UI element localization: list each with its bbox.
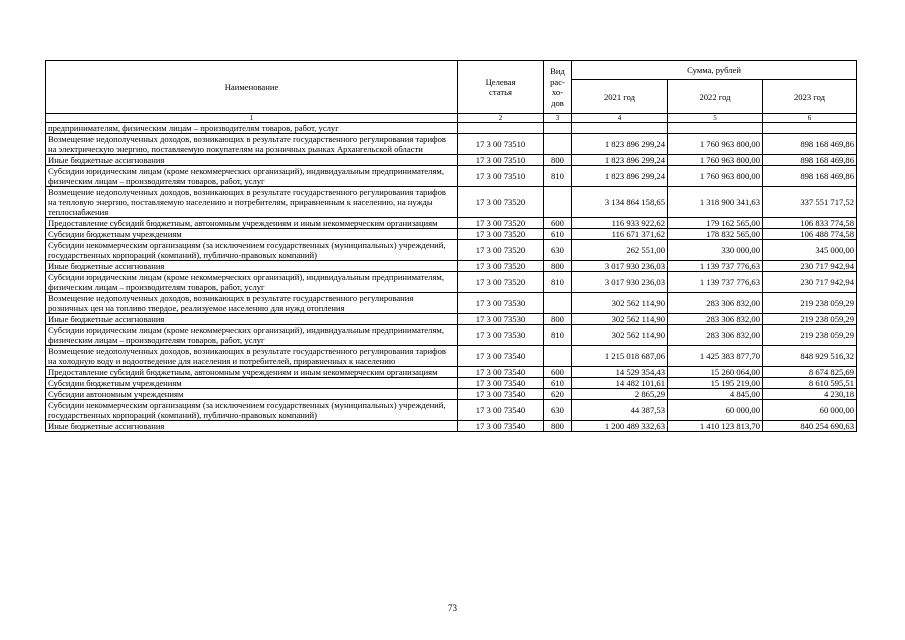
row-expense-kind-cell: 610 bbox=[544, 378, 572, 389]
index-cell: 4 bbox=[572, 114, 668, 123]
row-sum-2022-cell: 1 760 963 800,00 bbox=[668, 155, 763, 166]
row-name-cell: Предоставление субсидий бюджетным, автономным учреждениям и иным некоммерческим организациям bbox=[46, 218, 458, 229]
row-expense-kind-cell bbox=[544, 346, 572, 367]
row-sum-2021-cell: 262 551,00 bbox=[572, 240, 668, 261]
row-sum-2023-cell bbox=[763, 123, 857, 134]
row-sum-2023-cell: 4 230,18 bbox=[763, 389, 857, 400]
row-sum-2021-cell: 302 562 114,90 bbox=[572, 293, 668, 314]
row-sum-2022-cell: 1 139 737 776,63 bbox=[668, 272, 763, 293]
row-sum-2023-cell: 106 488 774,58 bbox=[763, 229, 857, 240]
row-target-article-cell: 17 3 00 73520 bbox=[458, 187, 544, 218]
row-expense-kind-cell: 800 bbox=[544, 155, 572, 166]
row-sum-2022-cell: 178 832 565,00 bbox=[668, 229, 763, 240]
table-row bbox=[46, 314, 857, 325]
row-name-cell: Иные бюджетные ассигнования bbox=[46, 261, 458, 272]
row-sum-2021-cell bbox=[572, 123, 668, 134]
row-name-cell: Субсидии бюджетным учреждениям bbox=[46, 378, 458, 389]
table-row bbox=[46, 389, 857, 400]
row-sum-2023-cell: 337 551 717,52 bbox=[763, 187, 857, 218]
row-sum-2021-cell: 1 823 896 299,24 bbox=[572, 166, 668, 187]
row-expense-kind-cell: 600 bbox=[544, 218, 572, 229]
row-sum-2021-cell: 1 823 896 299,24 bbox=[572, 155, 668, 166]
table-row bbox=[46, 272, 857, 293]
row-sum-2021-cell: 116 933 922,62 bbox=[572, 218, 668, 229]
header-target-article: Целевая статья bbox=[458, 61, 544, 114]
row-target-article-cell: 17 3 00 73540 bbox=[458, 378, 544, 389]
row-target-article-cell bbox=[458, 123, 544, 134]
row-sum-2022-cell bbox=[668, 123, 763, 134]
row-target-article-cell: 17 3 00 73520 bbox=[458, 272, 544, 293]
table-body bbox=[46, 123, 857, 432]
row-sum-2022-cell: 283 306 832,00 bbox=[668, 314, 763, 325]
row-sum-2023-cell: 8 610 595,51 bbox=[763, 378, 857, 389]
index-cell: 2 bbox=[458, 114, 544, 123]
table-row bbox=[46, 261, 857, 272]
row-sum-2022-cell: 60 000,00 bbox=[668, 400, 763, 421]
table-row bbox=[46, 325, 857, 346]
budget-table bbox=[45, 60, 857, 432]
row-sum-2023-cell: 60 000,00 bbox=[763, 400, 857, 421]
row-sum-2021-cell: 1 215 018 687,06 bbox=[572, 346, 668, 367]
header-expense-kind: Вид рас- хо- дов bbox=[544, 61, 572, 114]
table-row bbox=[46, 166, 857, 187]
table-row bbox=[46, 240, 857, 261]
row-sum-2021-cell: 14 529 354,43 bbox=[572, 367, 668, 378]
row-sum-2022-cell: 1 139 737 776,63 bbox=[668, 261, 763, 272]
row-sum-2022-cell: 1 425 383 877,70 bbox=[668, 346, 763, 367]
table-row bbox=[46, 400, 857, 421]
row-target-article-cell: 17 3 00 73530 bbox=[458, 325, 544, 346]
row-target-article-cell: 17 3 00 73540 bbox=[458, 367, 544, 378]
header-year-2023: 2023 год bbox=[763, 80, 857, 114]
row-sum-2022-cell: 15 260 064,00 bbox=[668, 367, 763, 378]
row-sum-2023-cell: 219 238 059,29 bbox=[763, 325, 857, 346]
row-sum-2023-cell: 898 168 469,86 bbox=[763, 166, 857, 187]
row-target-article-cell: 17 3 00 73530 bbox=[458, 293, 544, 314]
row-sum-2023-cell: 898 168 469,86 bbox=[763, 134, 857, 155]
row-expense-kind-cell bbox=[544, 123, 572, 134]
row-expense-kind-cell bbox=[544, 293, 572, 314]
table-row bbox=[46, 229, 857, 240]
row-expense-kind-cell: 810 bbox=[544, 325, 572, 346]
row-name-cell: предпринимателям, физическим лицам – производителям товаров, работ, услуг bbox=[46, 123, 458, 134]
table-row bbox=[46, 378, 857, 389]
row-sum-2023-cell: 219 238 059,29 bbox=[763, 314, 857, 325]
row-sum-2021-cell: 302 562 114,90 bbox=[572, 325, 668, 346]
row-expense-kind-cell: 600 bbox=[544, 367, 572, 378]
row-target-article-cell: 17 3 00 73530 bbox=[458, 314, 544, 325]
table-row bbox=[46, 346, 857, 367]
row-sum-2021-cell: 3 017 930 236,03 bbox=[572, 261, 668, 272]
row-target-article-cell: 17 3 00 73510 bbox=[458, 134, 544, 155]
row-sum-2023-cell: 106 833 774,58 bbox=[763, 218, 857, 229]
column-index-row bbox=[46, 114, 857, 123]
row-expense-kind-cell: 810 bbox=[544, 272, 572, 293]
index-cell: 6 bbox=[763, 114, 857, 123]
row-sum-2022-cell: 330 000,00 bbox=[668, 240, 763, 261]
row-sum-2021-cell: 3 017 930 236,03 bbox=[572, 272, 668, 293]
header-sum: Сумма, рублей bbox=[572, 61, 857, 80]
table-row bbox=[46, 155, 857, 166]
row-sum-2023-cell: 8 674 825,69 bbox=[763, 367, 857, 378]
row-sum-2021-cell: 3 134 864 158,65 bbox=[572, 187, 668, 218]
row-sum-2022-cell: 283 306 832,00 bbox=[668, 293, 763, 314]
row-name-cell: Субсидии юридическим лицам (кроме некоммерческих организаций), индивидуальным предпринимателям, физическим лицам – производителям товаров, работ, услуг bbox=[46, 272, 458, 293]
table-row bbox=[46, 421, 857, 432]
budget-table-sheet bbox=[45, 60, 856, 432]
row-sum-2021-cell: 302 562 114,90 bbox=[572, 314, 668, 325]
header-name: Наименование bbox=[46, 61, 458, 114]
row-sum-2022-cell: 1 318 900 341,63 bbox=[668, 187, 763, 218]
row-target-article-cell: 17 3 00 73540 bbox=[458, 389, 544, 400]
index-cell: 1 bbox=[46, 114, 458, 123]
row-expense-kind-cell: 810 bbox=[544, 166, 572, 187]
table-row bbox=[46, 293, 857, 314]
row-sum-2022-cell: 283 306 832,00 bbox=[668, 325, 763, 346]
row-target-article-cell: 17 3 00 73540 bbox=[458, 400, 544, 421]
row-name-cell: Субсидии некоммерческим организациям (за исключением государственных (муниципальных) учреждений, государственных корпораций (компаний), публично-правовых компаний) bbox=[46, 240, 458, 261]
row-sum-2023-cell: 840 254 690,63 bbox=[763, 421, 857, 432]
row-sum-2021-cell: 14 482 101,61 bbox=[572, 378, 668, 389]
row-name-cell: Возмещение недополученных доходов, возникающих в результате государственного регулирования розничных цен на топливо твердое, реализуемое населению для нужд отопления bbox=[46, 293, 458, 314]
row-expense-kind-cell: 610 bbox=[544, 229, 572, 240]
row-sum-2022-cell: 1 760 963 800,00 bbox=[668, 134, 763, 155]
row-name-cell: Возмещение недополученных доходов, возникающих в результате государственного регулирования тарифов на холодную воду и водоотведение для населения и потребителей, приравненных к населению bbox=[46, 346, 458, 367]
row-sum-2022-cell: 1 760 963 800,00 bbox=[668, 166, 763, 187]
row-target-article-cell: 17 3 00 73520 bbox=[458, 261, 544, 272]
row-name-cell: Возмещение недополученных доходов, возникающих в результате государственного регулирования тарифов на тепловую энергию, поставляемую населению и потребителям, приравненным к населению, на нужды теплоснабжения bbox=[46, 187, 458, 218]
row-sum-2022-cell: 4 845,00 bbox=[668, 389, 763, 400]
row-sum-2021-cell: 116 671 371,62 bbox=[572, 229, 668, 240]
row-name-cell: Иные бюджетные ассигнования bbox=[46, 421, 458, 432]
page-number: 73 bbox=[448, 603, 457, 613]
table-row bbox=[46, 187, 857, 218]
row-sum-2023-cell: 898 168 469,86 bbox=[763, 155, 857, 166]
row-expense-kind-cell: 800 bbox=[544, 314, 572, 325]
table-row bbox=[46, 123, 857, 134]
row-name-cell: Субсидии юридическим лицам (кроме некоммерческих организаций), индивидуальным предпринимателям, физическим лицам – производителям товаров, работ, услуг bbox=[46, 166, 458, 187]
row-target-article-cell: 17 3 00 73540 bbox=[458, 346, 544, 367]
row-target-article-cell: 17 3 00 73510 bbox=[458, 166, 544, 187]
row-sum-2022-cell: 179 162 565,00 bbox=[668, 218, 763, 229]
table-row bbox=[46, 367, 857, 378]
header-year-2021: 2021 год bbox=[572, 80, 668, 114]
row-target-article-cell: 17 3 00 73510 bbox=[458, 155, 544, 166]
row-sum-2022-cell: 15 195 219,00 bbox=[668, 378, 763, 389]
row-target-article-cell: 17 3 00 73520 bbox=[458, 240, 544, 261]
row-target-article-cell: 17 3 00 73520 bbox=[458, 218, 544, 229]
row-sum-2021-cell: 1 823 896 299,24 bbox=[572, 134, 668, 155]
row-name-cell: Субсидии автономным учреждениям bbox=[46, 389, 458, 400]
header-year-2022: 2022 год bbox=[668, 80, 763, 114]
row-sum-2023-cell: 219 238 059,29 bbox=[763, 293, 857, 314]
row-expense-kind-cell: 630 bbox=[544, 400, 572, 421]
row-sum-2023-cell: 848 929 516,32 bbox=[763, 346, 857, 367]
row-expense-kind-cell: 620 bbox=[544, 389, 572, 400]
row-expense-kind-cell: 800 bbox=[544, 261, 572, 272]
row-sum-2021-cell: 1 200 489 332,63 bbox=[572, 421, 668, 432]
index-cell: 5 bbox=[668, 114, 763, 123]
row-expense-kind-cell: 800 bbox=[544, 421, 572, 432]
row-target-article-cell: 17 3 00 73540 bbox=[458, 421, 544, 432]
table-row bbox=[46, 218, 857, 229]
row-target-article-cell: 17 3 00 73520 bbox=[458, 229, 544, 240]
row-name-cell: Предоставление субсидий бюджетным, автономным учреждениям и иным некоммерческим организациям bbox=[46, 367, 458, 378]
row-name-cell: Субсидии бюджетным учреждениям bbox=[46, 229, 458, 240]
row-name-cell: Возмещение недополученных доходов, возникающих в результате государственного регулирования тарифов на электрическую энергию, поставляемую покупателям на розничных рынках Архангельской области bbox=[46, 134, 458, 155]
row-expense-kind-cell bbox=[544, 187, 572, 218]
row-expense-kind-cell bbox=[544, 134, 572, 155]
row-name-cell: Иные бюджетные ассигнования bbox=[46, 155, 458, 166]
row-sum-2023-cell: 230 717 942,94 bbox=[763, 272, 857, 293]
row-name-cell: Субсидии некоммерческим организациям (за исключением государственных (муниципальных) учреждений, государственных корпораций (компаний), публично-правовых компаний) bbox=[46, 400, 458, 421]
row-sum-2021-cell: 2 865,29 bbox=[572, 389, 668, 400]
row-expense-kind-cell: 630 bbox=[544, 240, 572, 261]
row-name-cell: Иные бюджетные ассигнования bbox=[46, 314, 458, 325]
row-sum-2023-cell: 230 717 942,94 bbox=[763, 261, 857, 272]
row-sum-2023-cell: 345 000,00 bbox=[763, 240, 857, 261]
table-row bbox=[46, 134, 857, 155]
row-sum-2021-cell: 44 387,53 bbox=[572, 400, 668, 421]
row-sum-2022-cell: 1 410 123 813,70 bbox=[668, 421, 763, 432]
row-name-cell: Субсидии юридическим лицам (кроме некоммерческих организаций), индивидуальным предпринимателям, физическим лицам – производителям товаров, работ, услуг bbox=[46, 325, 458, 346]
index-cell: 3 bbox=[544, 114, 572, 123]
